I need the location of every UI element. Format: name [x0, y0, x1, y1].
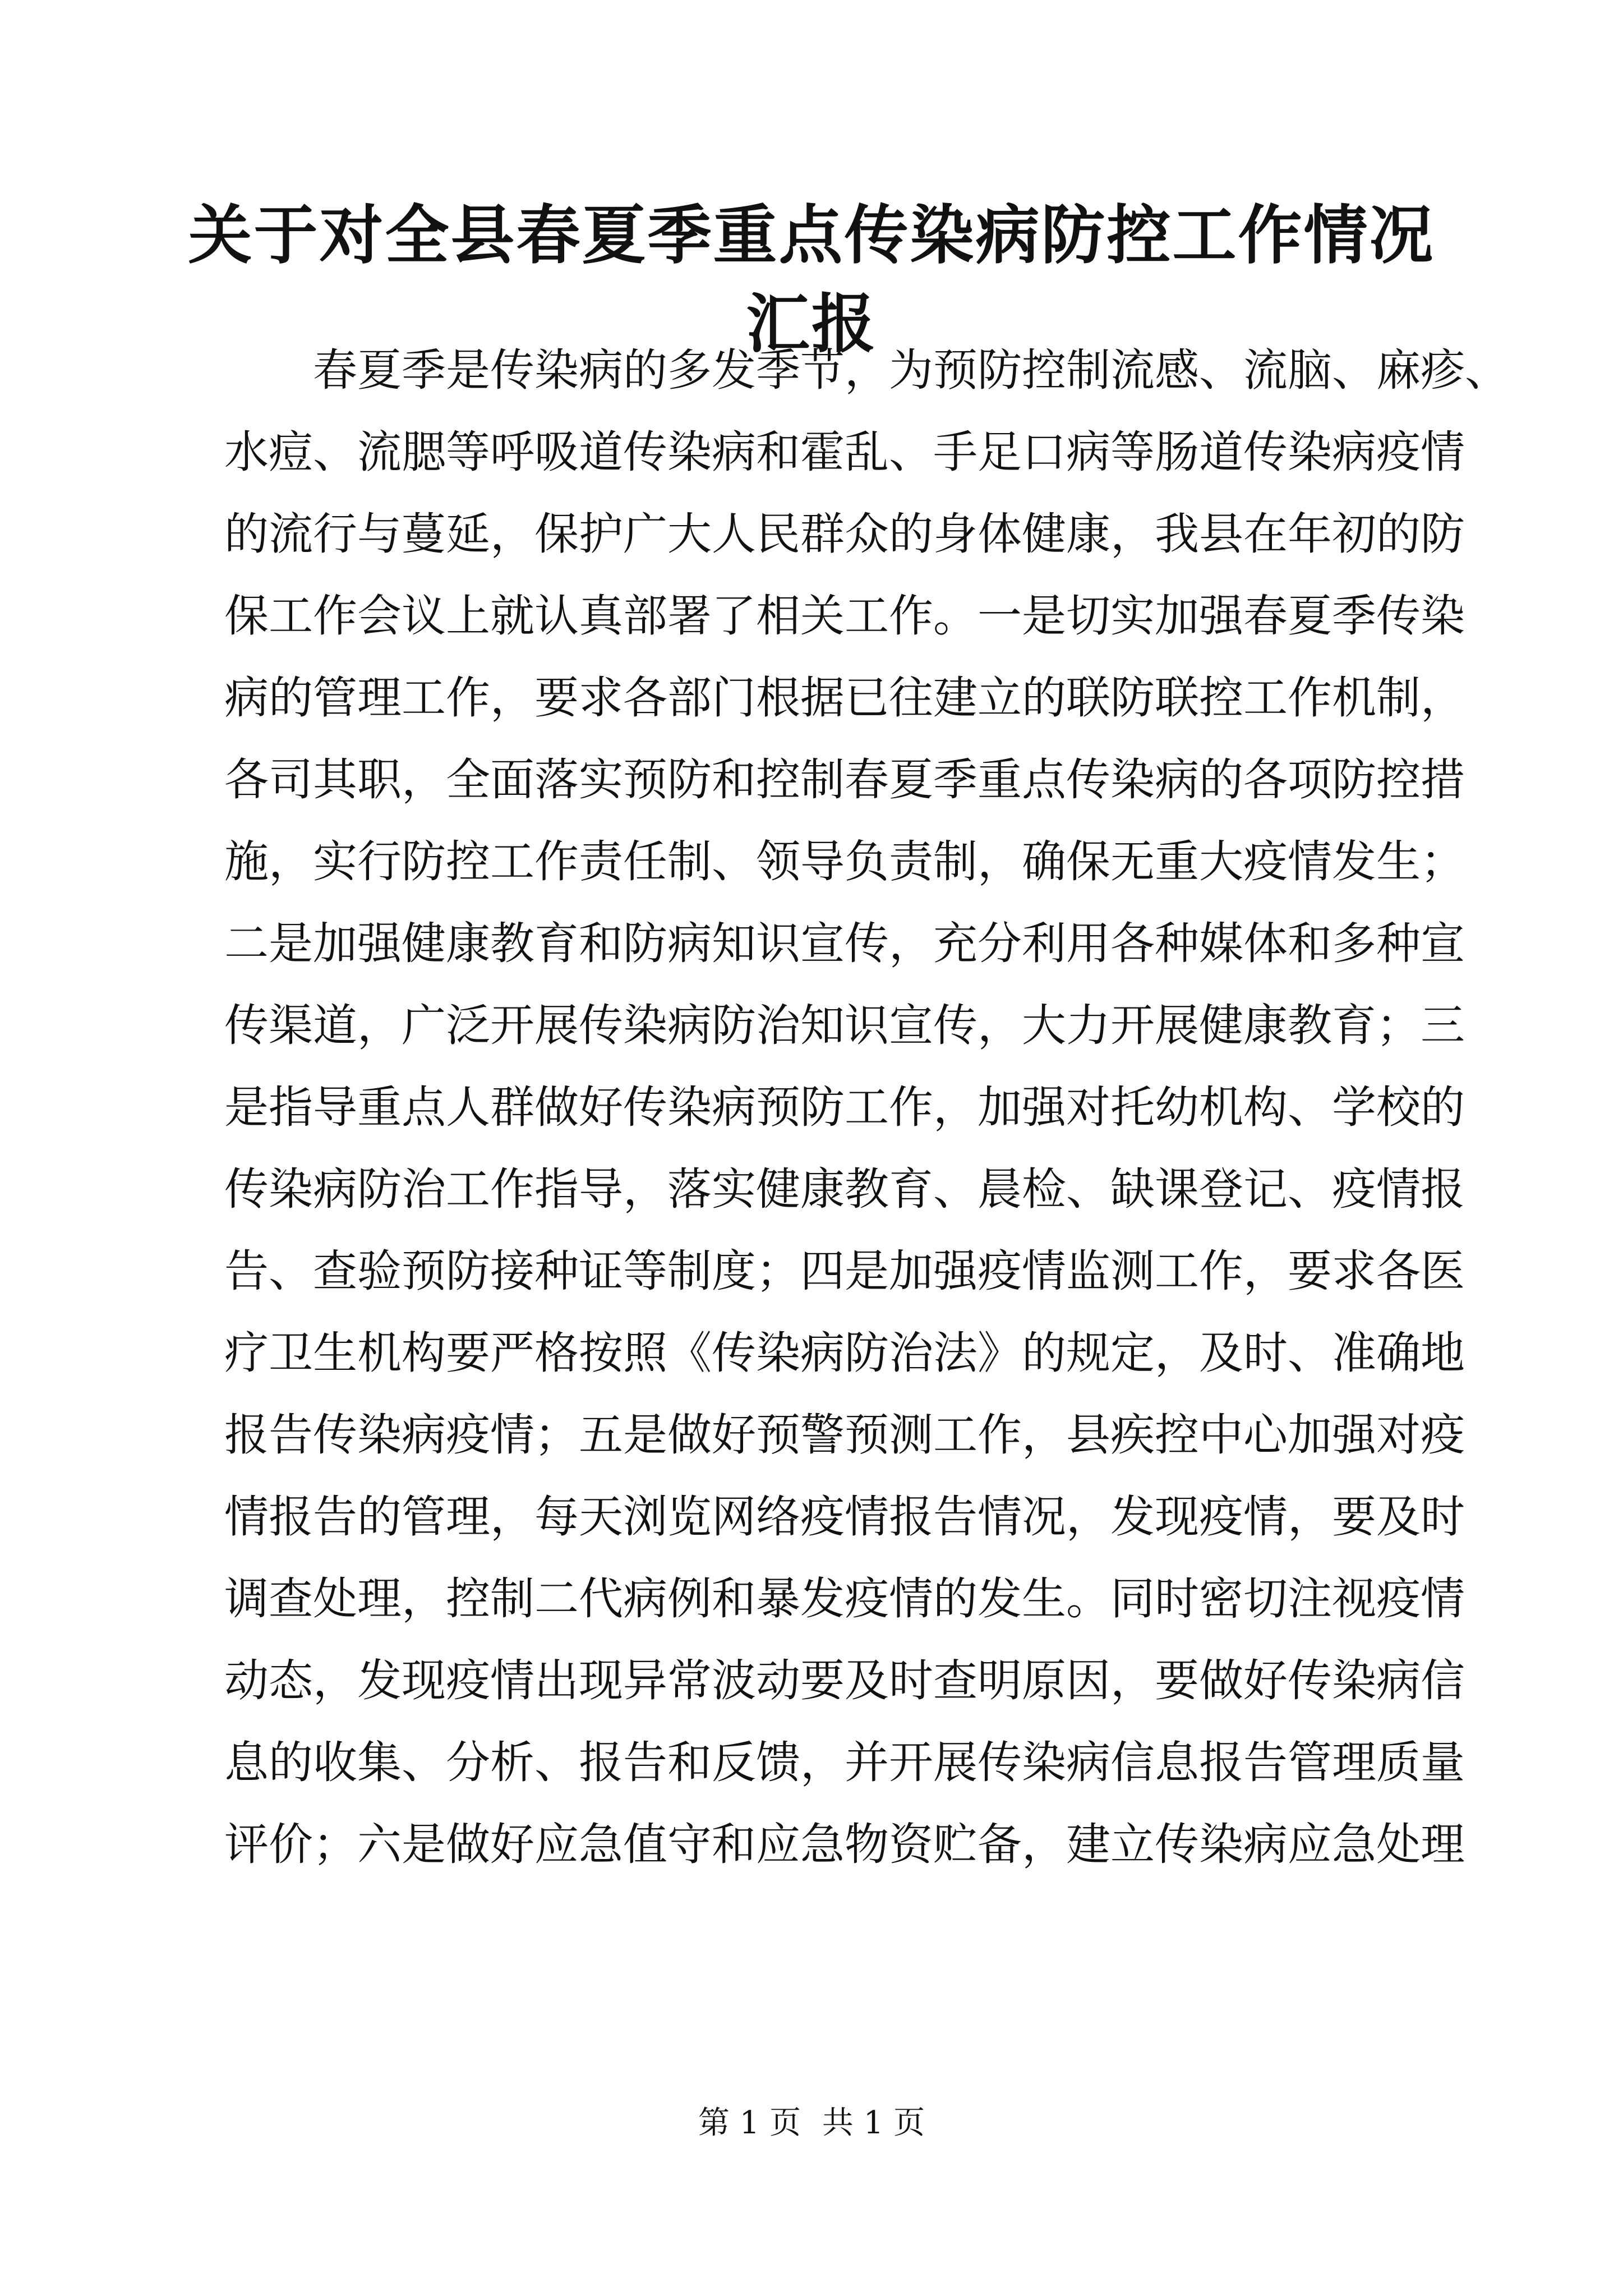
body-line: 告、查验预防接种证等制度；四是加强疫情监测工作，要求各医: [224, 1245, 1465, 1297]
body-line: 调查处理，控制二代病例和暴发疫情的发生。同时密切注视疫情: [224, 1573, 1465, 1625]
document-title: 关于对全县春夏季重点传染病防控工作情况汇报: [188, 197, 1435, 361]
body-line: 情报告的管理，每天浏览网络疫情报告情况，发现疫情，要及时: [224, 1491, 1465, 1543]
body-line: 传染病防治工作指导，落实健康教育、晨检、缺课登记、疫情报: [224, 1163, 1465, 1215]
body-line: 保工作会议上就认真部署了相关工作。一是切实加强春夏季传染: [224, 590, 1465, 642]
body-line: 是指导重点人群做好传染病预防工作，加强对托幼机构、学校的: [224, 1082, 1465, 1133]
body-line: 动态，发现疫情出现异常波动要及时查明原因，要做好传染病信: [224, 1655, 1465, 1706]
body-line: 传渠道，广泛开展传染病防治知识宣传，大力开展健康教育；三: [224, 1000, 1465, 1051]
body-line: 各司其职，全面落实预防和控制春夏季重点传染病的各项防控措: [224, 754, 1465, 806]
body-line: 评价；六是做好应急值守和应急物资贮备，建立传染病应急处理: [224, 1819, 1465, 1870]
body-line: 病的管理工作，要求各部门根据已往建立的联防联控工作机制，: [224, 672, 1465, 724]
page-footer: [0, 2101, 1623, 2146]
body-line: 施，实行防控工作责任制、领导负责制，确保无重大疫情发生；: [224, 836, 1465, 887]
document-body: [224, 329, 1509, 1885]
page-total: 共 1 页: [822, 2105, 925, 2141]
body-line: 报告传染病疫情；五是做好预警预测工作，县疾控中心加强对疫: [224, 1409, 1465, 1461]
body-line: 二是加强健康教育和防病知识宣传，充分利用各种媒体和多种宣: [224, 918, 1465, 969]
body-line: 疗卫生机构要严格按照《传染病防治法》的规定，及时、准确地: [224, 1327, 1465, 1379]
page-number: 第 1 页: [698, 2105, 801, 2141]
body-line: 水痘、流腮等呼吸道传染病和霍乱、手足口病等肠道传染病疫情: [224, 426, 1465, 478]
body-line: 春夏季是传染病的多发季节，为预防控制流感、流脑、麻疹、: [313, 344, 1509, 396]
body-line: 的流行与蔓延，保护广大人民群众的身体健康，我县在年初的防: [224, 508, 1465, 560]
body-line: 息的收集、分析、报告和反馈，并开展传染病信息报告管理质量: [224, 1737, 1465, 1788]
